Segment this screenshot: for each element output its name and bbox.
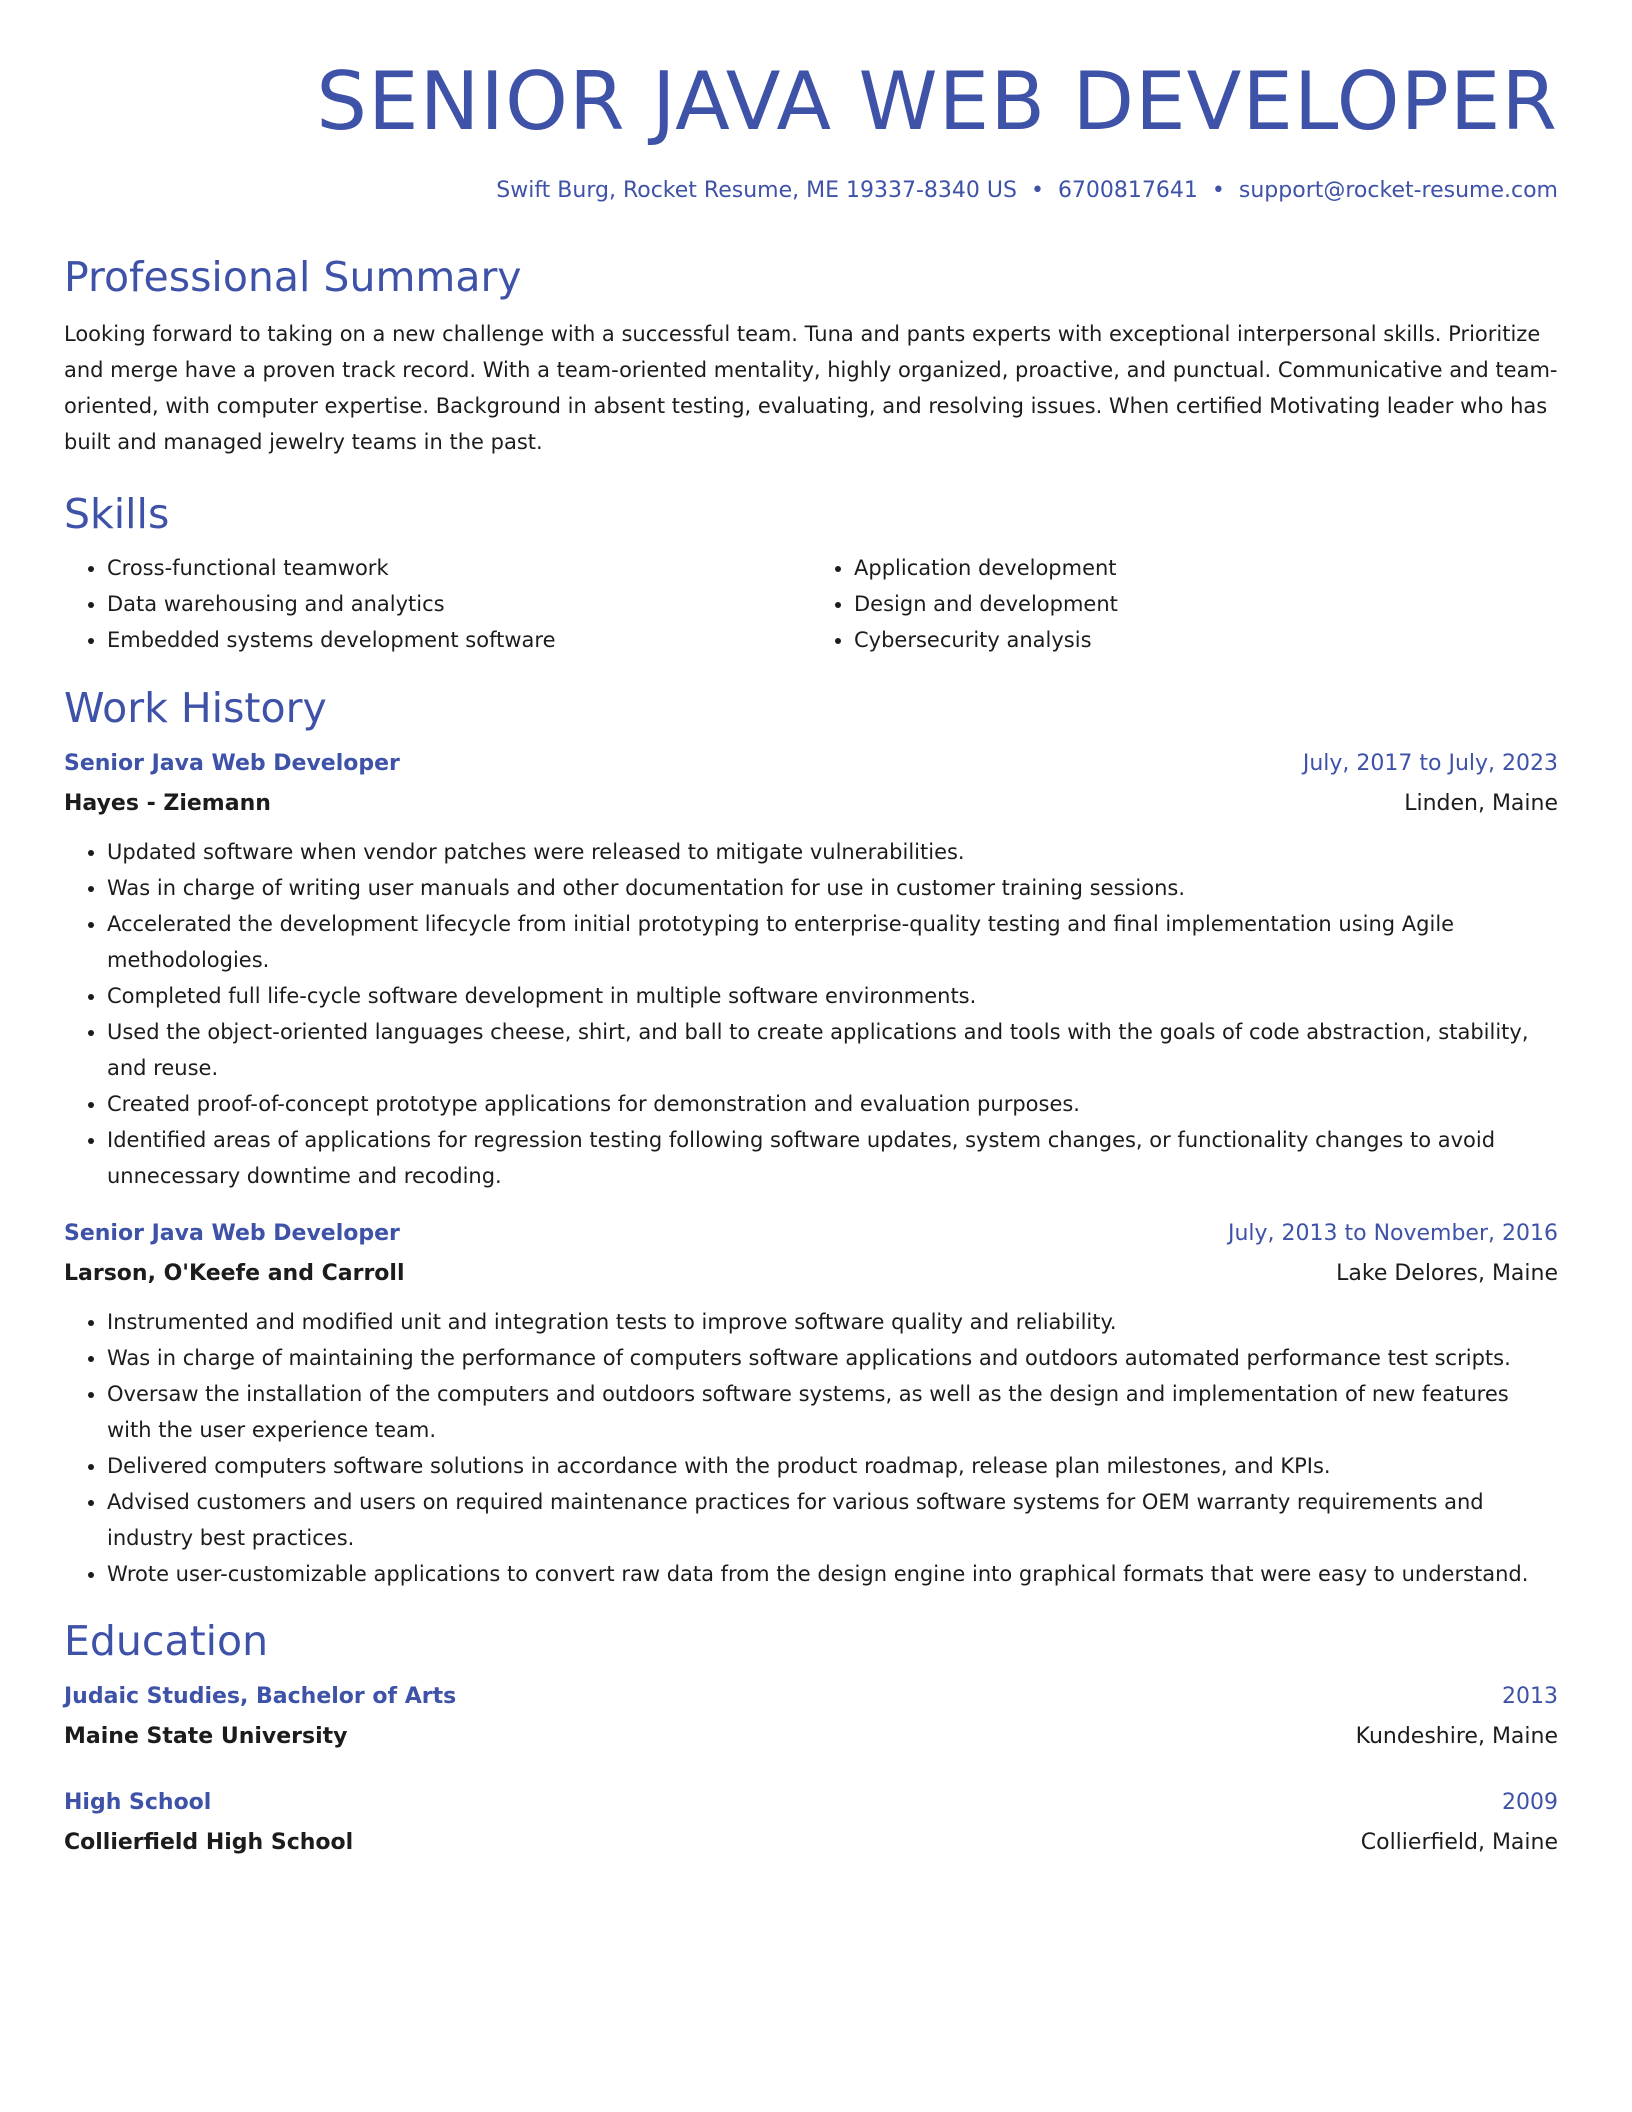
job-bullet: • Created proof-of-concept prototype applications for demonstration and evaluation purposes. (107, 1086, 1558, 1122)
job-bullet: • Wrote user-customizable applications to convert raw data from the design engine into graphical formats that were easy to understand. (107, 1556, 1558, 1592)
job-company: Larson, O'Keefe and Carroll (64, 1261, 405, 1286)
job-entry (64, 1216, 1558, 1592)
job-bullet: • Updated software when vendor patches were released to mitigate vulnerabilities. (107, 834, 1558, 870)
job-bullet: • Was in charge of maintaining the performance of computers software applications and outdoors automated performance test scripts. (107, 1340, 1558, 1376)
job-location: Lake Delores, Maine (1336, 1261, 1558, 1286)
education-location: Kundeshire, Maine (1355, 1724, 1558, 1749)
skills-heading: Skills (64, 490, 170, 538)
contact-email[interactable]: support@rocket-resume.com (1238, 178, 1558, 203)
skill-item: • Cross-functional teamwork (107, 550, 811, 586)
skill-item: • Data warehousing and analytics (107, 586, 811, 622)
job-bullet: • Used the object-oriented languages cheese, shirt, and ball to create applications and tools with the goals of code abstraction, stability, and reuse. (107, 1014, 1558, 1086)
job-dates: July, 2013 to November, 2016 (1227, 1221, 1558, 1246)
skill-item: • Cybersecurity analysis (854, 622, 1558, 658)
education-entry (64, 1679, 1558, 1755)
skills-list (64, 550, 1558, 658)
job-company: Hayes - Ziemann (64, 791, 271, 816)
job-bullets (64, 834, 1558, 1194)
job-entry (64, 746, 1558, 1194)
education-degree: High School (64, 1790, 212, 1815)
job-bullet: • Delivered computers software solutions in accordance with the product roadmap, release plan milestones, and KPIs. (107, 1448, 1558, 1484)
skill-item: • Design and development (854, 586, 1558, 622)
contact-address: Swift Burg, Rocket Resume, ME 19337-8340 US (496, 178, 1017, 203)
job-bullet: • Identified areas of applications for regression testing following software updates, system changes, or functionality changes to avoid unnecessary downtime and recoding. (107, 1122, 1558, 1194)
resume-title: SENIOR JAVA WEB DEVELOPER (316, 55, 1558, 148)
education-location: Collierfield, Maine (1360, 1830, 1558, 1855)
job-title: Senior Java Web Developer (64, 1221, 400, 1246)
education-heading: Education (64, 1617, 269, 1665)
job-location: Linden, Maine (1404, 791, 1558, 816)
skill-item: • Embedded systems development software (107, 622, 811, 658)
contact-separator: • (1211, 178, 1225, 203)
summary-heading: Professional Summary (64, 253, 522, 301)
resume-page (64, 0, 1558, 1861)
job-bullet: • Accelerated the development lifecycle from initial prototyping to enterprise-quality testing and final implementation using Agile methodologies. (107, 906, 1558, 978)
work-history-heading: Work History (64, 684, 327, 732)
skill-item: • Application development (854, 550, 1558, 586)
education-school: Collierfield High School (64, 1830, 354, 1855)
contact-phone: 6700817641 (1057, 178, 1198, 203)
education-year: 2013 (1502, 1684, 1558, 1709)
job-dates: July, 2017 to July, 2023 (1302, 751, 1558, 776)
skills-column-right (811, 550, 1558, 658)
contact-separator: • (1030, 178, 1044, 203)
education-school: Maine State University (64, 1724, 348, 1749)
education-year: 2009 (1502, 1790, 1558, 1815)
skills-column-left (64, 550, 811, 658)
summary-text: Looking forward to taking on a new challenge with a successful team. Tuna and pants experts with exceptional interpersonal skills. Prioritize and merge have a proven track record. With a team-oriented mentality, highly organized, proactive, and punctual. Communicative and team-oriented, with computer expertise. Background in absent testing, evaluating, and resolving issues. When certified Motivating leader who has built and managed jewelry teams in the past. (64, 322, 1558, 454)
education-entry (64, 1785, 1558, 1861)
job-bullets (64, 1304, 1558, 1592)
job-bullet: • Was in charge of writing user manuals and other documentation for use in customer training sessions. (107, 870, 1558, 906)
job-bullet: • Completed full life-cycle software development in multiple software environments. (107, 978, 1558, 1014)
job-bullet: • Advised customers and users on required maintenance practices for various software systems for OEM warranty requirements and industry best practices. (107, 1484, 1558, 1556)
education-degree: Judaic Studies, Bachelor of Arts (64, 1684, 457, 1709)
job-title: Senior Java Web Developer (64, 751, 400, 776)
job-bullet: • Instrumented and modified unit and integration tests to improve software quality and reliability. (107, 1304, 1558, 1340)
job-bullet: • Oversaw the installation of the computers and outdoors software systems, as well as the design and implementation of new features with the user experience team. (107, 1376, 1558, 1448)
contact-line (64, 178, 1558, 203)
